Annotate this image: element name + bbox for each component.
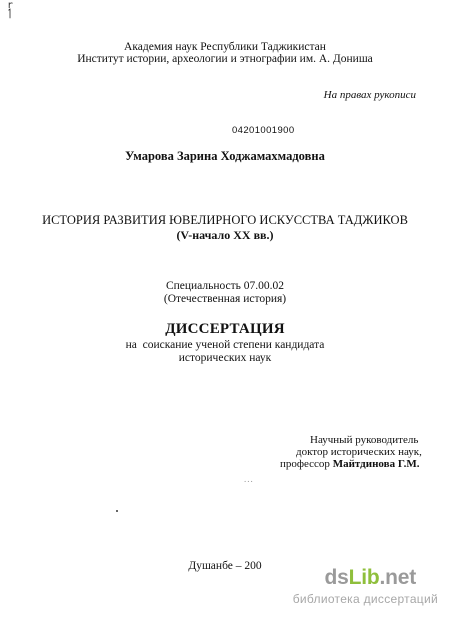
supervisor-degree: доктор исторических наук, [296, 446, 422, 458]
corner-scan-mark: ŗ | [7, 0, 14, 19]
dissertation-period: (V-начало XX вв.) [176, 228, 274, 242]
supervisor-role: Научный руководитель [310, 434, 419, 446]
author-name: Умарова Зарина Ходжамахмадовна [125, 149, 325, 163]
degree-line-1: на соискание ученой степени кандидата [125, 339, 325, 351]
watermark-logo [324, 566, 416, 590]
dissertation-title: ИСТОРИЯ РАЗВИТИЯ ЮВЕЛИРНОГО ИСКУССТВА ТАДЖИКОВ [42, 213, 408, 227]
faint-scan-marks: ... [244, 474, 254, 484]
supervisor-line [280, 458, 419, 470]
watermark-tagline: библиотека диссертаций [292, 592, 438, 606]
watermark-logo-net: .net [379, 566, 416, 589]
specialty-name: (Отечественная история) [163, 293, 287, 305]
manuscript-rights-note: На правах рукописи [323, 89, 416, 101]
institution-institute: Институт истории, археологии и этнографии им. А. Дониша [77, 53, 373, 65]
watermark-logo-ds: ds [324, 566, 349, 589]
supervisor-title: профессор [280, 458, 333, 470]
watermark-logo-lib: Lib [348, 566, 380, 589]
document-type-heading: ДИССЕРТАЦИЯ [165, 321, 285, 337]
catalog-code: 04201001900 [232, 125, 295, 136]
degree-line-2: исторических наук [178, 352, 272, 364]
supervisor-name: Майтдинова Г.М. [332, 458, 420, 470]
specialty-code: Специальность 07.00.02 [165, 280, 285, 292]
city-year: Душанбе – 200 [188, 560, 262, 572]
institution-academy: Академия наук Республики Таджикистан [124, 41, 326, 53]
scan-speck [116, 510, 118, 512]
